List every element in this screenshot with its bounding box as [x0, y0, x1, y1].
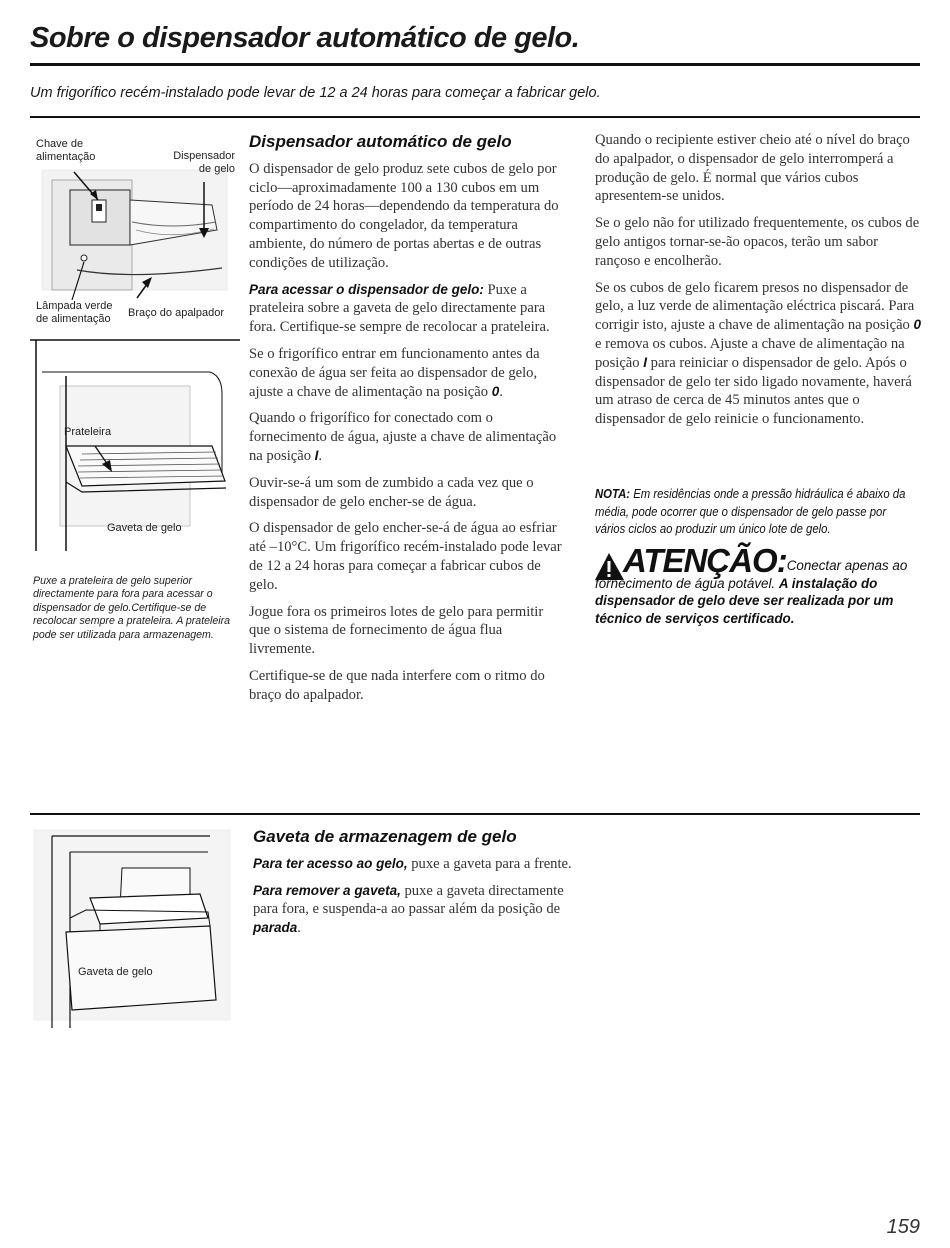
section-heading-storage: Gaveta de armazenagem de gelo [253, 827, 517, 846]
paragraph: O dispensador de gelo produz sete cubos de gelo por ciclo—aproximadamente 100 a 130 cubos em um período de 24 horas—dependendo da temperatura do compartimento do congelador, da temperatura ambiente, do número de portas abertas e de outras condições de utilização. [249, 160, 559, 271]
label-ice-dispenser: Dispensador de gelo [173, 150, 235, 175]
position-zero: 0 [913, 317, 922, 333]
note-text: Em residências onde a pressão hidráulica é abaixo da média, pode ocorrer que o dispensador de gelo passe por vários ciclos ao produzir um único lote de gelo. [595, 487, 906, 536]
label-shelf: Prateleira [64, 426, 112, 438]
lead-access-ice: Para ter acesso ao gelo, [253, 855, 408, 871]
paragraph-power-on [249, 409, 567, 465]
paragraph-access-ice [253, 855, 573, 874]
position-one: I [643, 354, 647, 370]
figure-caption: Puxe a prateleira de gelo superior directamente para fora para acessar o dispensador de gelo.Certifique-se de recolocar sempre a prateleira. A prateleira pode ser utilizada para armazenagem. [33, 575, 231, 641]
paragraph-remove-drawer [253, 882, 573, 938]
paragraph-text: e remova os cubos. Ajuste a chave de alimentação na posição [595, 335, 905, 371]
note [595, 486, 919, 539]
title-divider [30, 63, 920, 66]
paragraph: Quando o recipiente estiver cheio até o nível do braço do apalpador, o dispensador de gelo interromperá a produção de gelo. É normal que vários cubos apresentem-se unidos. [595, 132, 910, 205]
lead-remove-drawer: Para remover a gaveta, [253, 882, 401, 898]
lead-access: Para acessar o dispensador de gelo: [249, 281, 484, 297]
section-storage-drawer [253, 828, 573, 946]
note-label: NOTA: [595, 487, 631, 501]
paragraph: O dispensador de gelo encher-se-á de água ao esfriar até –10°C. Um frigorífico recém-instalado pode levar de 12 a 24 horas para começar a fabricar cubos de gelo. [249, 520, 562, 593]
section-ice-dispenser [249, 133, 567, 713]
paragraph-power-off [249, 345, 567, 401]
label-ice-drawer: Gaveta de gelo [107, 522, 182, 534]
section-divider-middle [30, 813, 920, 815]
label-feeler-arm: Braço do apalpador [128, 307, 225, 319]
paragraph-text: Se o frigorífico entrar em funcionamento antes da conexão de água ser feita ao dispensador de gelo, ajuste a chave de alimentação na posição [249, 345, 540, 400]
label-green-lamp: Lâmpada verde de alimentação [36, 300, 113, 325]
paragraph-text: Se os cubos de gelo ficarem presos no dispensador de gelo, a luz verde de alimentação eléctrica piscará. Para corrigir isto, ajuste a chave de alimentação na posição [595, 279, 915, 334]
paragraph: Jogue fora os primeiros lotes de gelo para permitir que o sistema de fornecimento de água flua livremente. [249, 603, 544, 658]
paragraph: Ouvir-se-á um som de zumbido a cada vez que o dispensador de gelo encher-se de água. [249, 474, 534, 510]
warning-title: ATENÇÃO: [623, 542, 787, 579]
label-power-switch: Chave de alimentação [36, 138, 96, 163]
section-divider-top [30, 116, 920, 118]
paragraph-text: Puxe a prateleira sobre a gaveta de gelo directamente para fora. Certifique-se sempre de recolocar a prateleira. [249, 281, 550, 336]
section-heading-dispenser: Dispensador automático de gelo [249, 132, 512, 151]
position-zero: 0 [491, 383, 500, 399]
page-title: Sobre o dispensador automático de gelo. [30, 22, 580, 54]
section-ice-dispenser-continued [595, 131, 923, 437]
punct: . [297, 920, 301, 937]
paragraph-text: puxe a gaveta directamente para fora, e suspenda-a ao passar além da posição de [253, 882, 564, 918]
paragraph-text: puxe a gaveta para a frente. [407, 855, 572, 872]
paragraph-stuck-cubes [595, 279, 923, 429]
paragraph-access [249, 281, 567, 337]
warning-block [595, 542, 925, 627]
punct: . [499, 383, 503, 400]
warning-text: Conectar apenas ao fornecimento de água potável. [595, 558, 908, 591]
punct: . [318, 447, 323, 464]
paragraph: Se o gelo não for utilizado frequentemente, os cubos de gelo antigos tornar-se-ão opacos, terão um sabor rançoso e encolherão. [595, 215, 920, 269]
paragraph-text: Quando o frigorífico for conectado com o fornecimento de água, ajuste a chave de alimentação na posição [249, 410, 557, 464]
paragraph: Certifique-se de que nada interfere com o ritmo do braço do apalpador. [249, 667, 545, 703]
position-one: I [314, 447, 319, 463]
storage-drawer-illustration [30, 828, 235, 1028]
paragraph-text: para reiniciar o dispensador de gelo. Após o dispensador de gelo ter sido ligado novamente, haverá um atraso de cerca de 45 minutos antes que o dispensador de gelo reinicie o funcionamento. [595, 354, 912, 428]
label-storage-drawer: Gaveta de gelo [78, 966, 153, 978]
warning-bold-text: A instalação do dispensador de gelo deve ser realizada por um técnico de serviços certificado. [595, 575, 894, 626]
stop-word: parada [253, 920, 298, 936]
page-number: 159 [886, 1216, 920, 1238]
page-subtitle: Um frigorífico recém-instalado pode levar de 12 a 24 horas para começar a fabricar gelo. [30, 85, 601, 101]
